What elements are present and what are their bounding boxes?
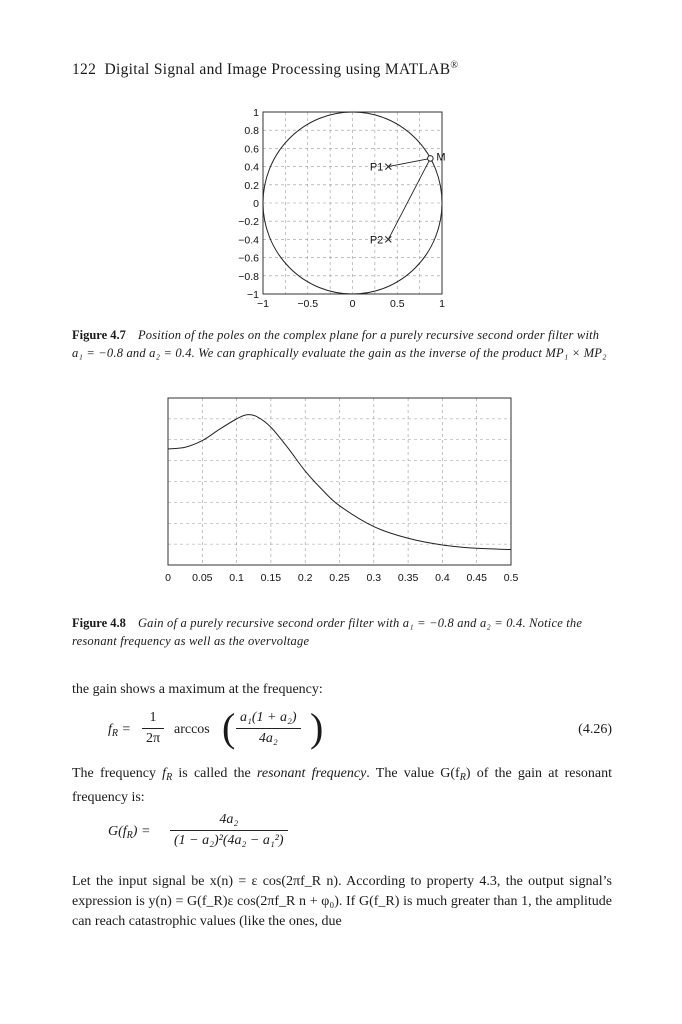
eq-fraction	[142, 710, 164, 747]
x-tick-label: 0.05	[192, 572, 213, 584]
eq2-fraction	[170, 812, 288, 849]
x-tick-label: −0.5	[297, 298, 319, 310]
pole-plot	[225, 100, 455, 310]
y-tick-label: 0.8	[244, 125, 259, 138]
x-tick-label: 0	[349, 298, 356, 310]
y-tick-label: −0.8	[238, 270, 259, 283]
gain-plot-x-ticks	[165, 572, 518, 584]
eq-lhs: f	[108, 722, 112, 737]
x-tick-label: 0.45	[466, 572, 487, 584]
caption-text: Gain of a purely recursive second order filter with a₁ = −0.8 and a₂ = 0.4. Notice the resonant frequency as well as the overvoltage	[72, 616, 583, 648]
paragraph-2	[72, 764, 612, 808]
eq-fraction-den: 2π	[142, 728, 164, 747]
x-tick-label: 0.2	[297, 572, 313, 584]
figure-label: Figure 4.8	[72, 616, 126, 630]
y-tick-label: 1	[253, 107, 259, 119]
equation-gain	[108, 810, 408, 860]
y-tick-label: −0.4	[238, 234, 259, 247]
eq-close-paren: )	[310, 705, 324, 750]
eq-inner-num: a₁(1 + a₂)	[240, 710, 297, 725]
eq2-lhs-end: ) =	[132, 824, 151, 839]
equation-4-26: $f_R$ = $\frac{1}{2\pi}$ arccos ( $\frac{\text{a₁(1 + a₂)}}{\text{4a₂}}$ ) (4.26)	[108, 705, 612, 750]
gain-plot	[150, 392, 530, 592]
y-tick-label: 0.6	[244, 143, 259, 156]
eq2-lhs-sub: R	[126, 830, 133, 841]
y-tick-label: 0.2	[244, 179, 259, 192]
pole-plot-x-ticks	[257, 298, 445, 310]
point-m-label: M	[436, 151, 446, 164]
x-tick-label: 1	[439, 298, 445, 310]
segment-m-p2	[388, 158, 430, 239]
eq2-num: 4a₂	[219, 812, 239, 827]
x-tick-label: 0.5	[389, 298, 405, 310]
page-header	[72, 60, 458, 79]
trademark-symbol: ®	[450, 60, 459, 71]
p2-fr-sub: R	[166, 772, 173, 783]
equation-number: (4.26)	[578, 722, 612, 737]
p2-text: . The value G(f	[366, 766, 460, 781]
resonant-frequency-term: resonant frequency	[256, 766, 367, 781]
p2-text: The frequency	[72, 766, 163, 781]
pole-label: P2	[369, 234, 384, 247]
p2-fr: f	[162, 766, 167, 781]
paragraph-3: Let the input signal be x(n) = ε cos(2πf_R n). According to property 4.3, the output signal’s expression is y(n) = G(f_R)ε cos(2πf_R n + φ₀). If G(f_R) is much greater than 1, the amplitude can reach catastrophic values (like the ones, due	[72, 874, 612, 929]
x-tick-label: 0.1	[229, 572, 244, 584]
pole-plot-grid	[263, 112, 442, 294]
x-tick-label: 0.5	[503, 572, 519, 584]
y-tick-label: −0.6	[238, 252, 259, 265]
caption-text: Position of the poles on the complex plane for a purely recursive second order filter with a₁ = −0.8 and a₂ = 0.4. We can graphically evaluate the gain as the inverse of the product MP₁ × MP₂	[72, 328, 607, 360]
pole-label: P1	[369, 161, 384, 174]
figure-4-8-caption	[72, 614, 612, 650]
y-tick-label: 0.4	[244, 161, 259, 174]
x-tick-label: 0.3	[366, 572, 382, 584]
p2-gr-sub: R	[459, 772, 466, 783]
eq-open-paren: (	[222, 705, 236, 750]
paragraph-1: the gain shows a maximum at the frequency:	[72, 682, 323, 697]
eq-inner-fraction	[236, 710, 301, 747]
x-tick-label: −1	[257, 298, 269, 310]
eq2-den: (1 − a₂)²(4a₂ − a₁²)	[170, 830, 288, 849]
figure-label: Figure 4.7	[72, 328, 126, 342]
eq2-lhs: G(f	[108, 824, 127, 839]
y-tick-label: −1	[247, 289, 259, 301]
point-m-marker	[428, 156, 434, 162]
book-title: Digital Signal and Image Processing using MATLAB	[104, 61, 451, 79]
y-tick-label: 0	[253, 198, 259, 210]
x-tick-label: 0.15	[260, 572, 282, 584]
p2-text: is called the	[172, 766, 257, 781]
page-number: 122	[72, 61, 97, 79]
eq-lhs-sub: R	[111, 728, 118, 739]
eq-func: arccos	[174, 722, 210, 737]
x-tick-label: 0.4	[435, 572, 450, 584]
segment-m-p1	[388, 158, 430, 166]
p2-text: ) of the gain at resonant frequency is:	[72, 766, 613, 805]
eq-fraction-num: 1	[149, 710, 157, 725]
y-tick-label: −0.2	[238, 216, 259, 229]
pole-plot-y-ticks	[238, 107, 259, 301]
x-tick-label: 0.25	[329, 572, 350, 584]
eq-inner-den: 4a₂	[236, 728, 301, 747]
x-tick-label: 0	[165, 572, 171, 584]
gain-plot-grid	[168, 398, 511, 565]
figure-4-7-caption	[72, 326, 612, 362]
x-tick-label: 0.35	[397, 572, 419, 584]
